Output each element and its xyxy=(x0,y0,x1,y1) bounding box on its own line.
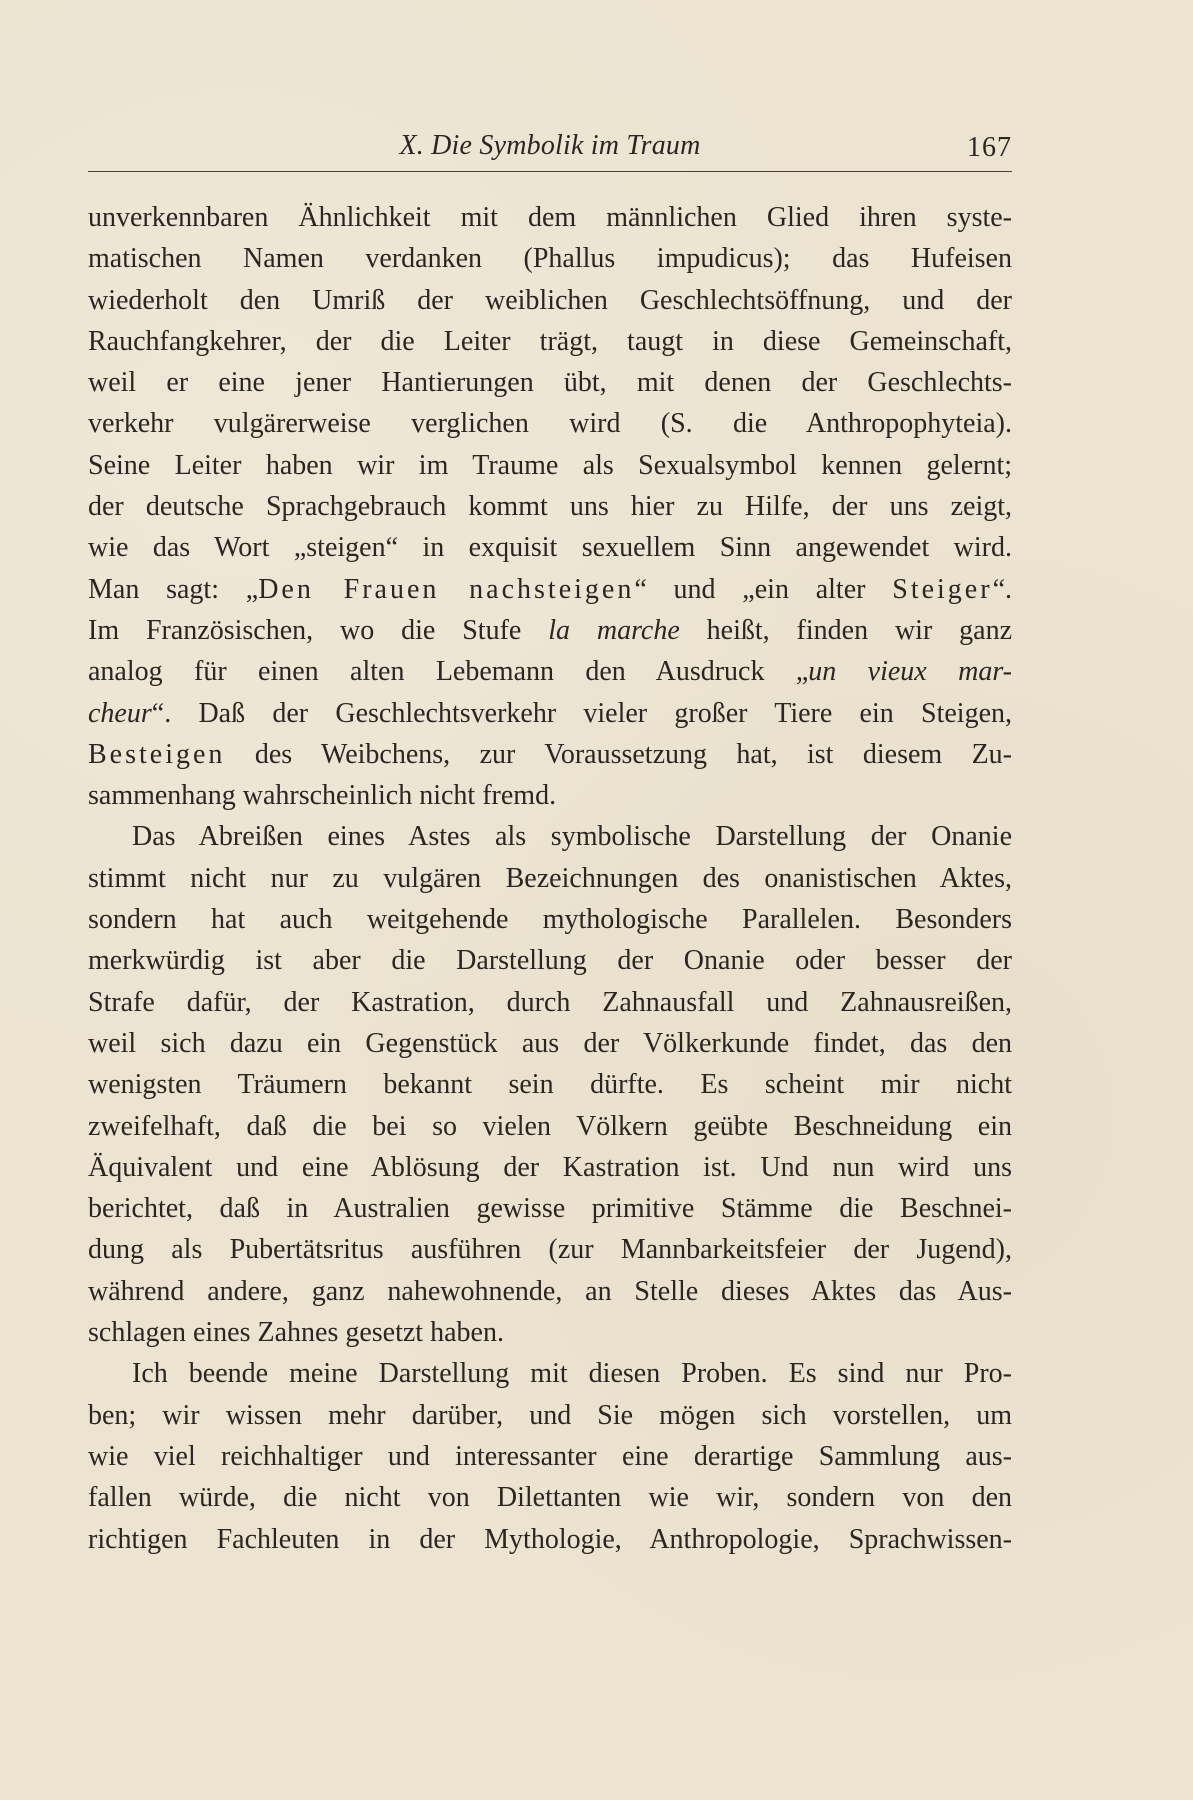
text-fragment: “. Daß der Geschlechtsverkehr vieler großer Tiere ein Steigen, xyxy=(151,697,1012,729)
spaced-emphasis: Besteigen xyxy=(88,738,226,770)
text-line: wiederholt den Umriß der weiblichen Geschlechtsöffnung, und der xyxy=(88,284,1012,316)
text-line: verkehr vulgärerweise verglichen wird (S. die Anthropophyteia). xyxy=(88,408,1012,440)
text-line: wenigsten Träumern bekannt sein dürfte. Es scheint mir nicht xyxy=(88,1069,1012,1101)
body-text xyxy=(88,197,1012,1560)
text-fragment: Im Französischen, wo die Stufe xyxy=(88,614,549,646)
text-fragment: Man sagt: „ xyxy=(88,573,259,605)
text-fragment: “. xyxy=(992,573,1012,605)
text-line: wie viel reichhaltiger und interessanter eine derartige Sammlung aus- xyxy=(88,1440,1012,1472)
running-header xyxy=(88,127,1012,172)
text-line: Ich beende meine Darstellung mit diesen Proben. Es sind nur Pro- xyxy=(132,1358,1012,1390)
italic-phrase: la marche xyxy=(548,614,680,646)
text-line: sammenhang wahrscheinlich nicht fremd. xyxy=(88,780,557,812)
page-number: 167 xyxy=(967,132,1012,163)
text-line: weil sich dazu ein Gegenstück aus der Völkerkunde findet, das den xyxy=(88,1027,1012,1059)
text-fragment: heißt, finden wir ganz xyxy=(679,614,1012,646)
text-line: merkwürdig ist aber die Darstellung der Onanie oder besser der xyxy=(88,945,1012,977)
text-line: unverkennbaren Ähnlichkeit mit dem männlichen Glied ihren syste- xyxy=(88,202,1012,233)
text-line: dung als Pubertätsritus ausführen (zur Mannbarkeitsfeier der Jugend), xyxy=(88,1234,1012,1266)
text-line: wie das Wort „steigen“ in exquisit sexuellem Sinn angewendet wird. xyxy=(88,532,1012,564)
text-fragment: “ und „ein alter xyxy=(634,573,893,605)
text-line: Rauchfangkehrer, der die Leiter trägt, taugt in diese Gemeinschaft, xyxy=(88,325,1012,357)
text-line xyxy=(88,610,1012,651)
text-line: stimmt nicht nur zu vulgären Bezeichnungen des onanistischen Aktes, xyxy=(88,862,1012,894)
text-line: berichtet, daß in Australien gewisse primitive Stämme die Beschnei- xyxy=(88,1193,1012,1225)
text-fragment: des Weibchens, zur Voraussetzung hat, ist diesem Zu- xyxy=(225,738,1012,770)
spaced-emphasis: Steiger xyxy=(892,573,993,605)
text-line: während andere, ganz nahewohnende, an Stelle dieses Aktes das Aus- xyxy=(88,1275,1012,1307)
text-line xyxy=(88,693,1012,734)
text-line: Das Abreißen eines Astes als symbolische Darstellung der Onanie xyxy=(132,821,1012,853)
text-fragment: analog für einen alten Lebemann den Ausdruck „ xyxy=(88,656,809,688)
text-line: Äquivalent und eine Ablösung der Kastration ist. Und nun wird uns xyxy=(88,1151,1012,1183)
italic-phrase: un vieux mar- xyxy=(808,656,1012,688)
text-line: der deutsche Sprachgebrauch kommt uns hier zu Hilfe, der uns zeigt, xyxy=(88,491,1012,523)
text-line: ben; wir wissen mehr darüber, und Sie mögen sich vorstellen, um xyxy=(88,1399,1012,1431)
text-line: Seine Leiter haben wir im Traume als Sexualsymbol kennen gelernt; xyxy=(88,449,1012,481)
text-line xyxy=(88,734,1012,775)
text-line xyxy=(88,651,1012,692)
text-line: matischen Namen verdanken (Phallus impudicus); das Hufeisen xyxy=(88,243,1012,275)
spaced-emphasis: Den Frauen nachsteigen xyxy=(258,573,635,605)
running-title: X. Die Symbolik im Traum xyxy=(399,130,701,161)
italic-phrase: cheur xyxy=(88,697,152,729)
text-line: weil er eine jener Hantierungen übt, mit denen der Geschlechts- xyxy=(88,367,1012,399)
text-line xyxy=(88,569,1012,610)
text-line: sondern hat auch weitgehende mythologische Parallelen. Besonders xyxy=(88,904,1012,936)
text-line: zweifelhaft, daß die bei so vielen Völkern geübte Beschneidung ein xyxy=(88,1110,1012,1142)
text-line: richtigen Fachleuten in der Mythologie, Anthropologie, Sprachwissen- xyxy=(88,1523,1012,1555)
text-line: fallen würde, die nicht von Dilettanten wie wir, sondern von den xyxy=(88,1482,1012,1514)
text-line: Strafe dafür, der Kastration, durch Zahnausfall und Zahnausreißen, xyxy=(88,986,1012,1018)
text-line: schlagen eines Zahnes gesetzt haben. xyxy=(88,1317,504,1349)
